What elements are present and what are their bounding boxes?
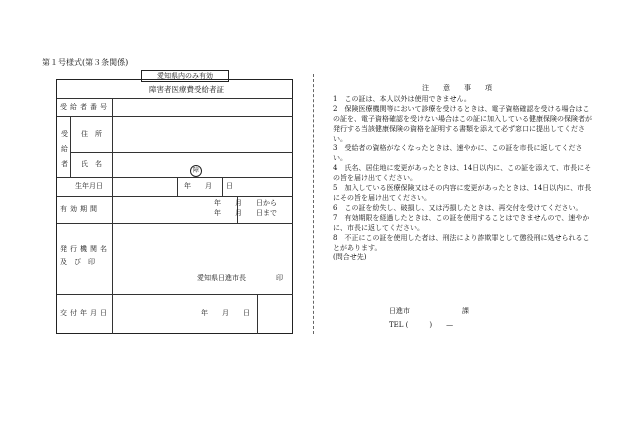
issuer-value: 愛知県日進市長	[197, 274, 246, 282]
inquiry-city: 日進市	[389, 307, 410, 315]
notes-section	[333, 84, 595, 263]
birthdate-label: 生年月日	[75, 182, 103, 190]
note-item: 1 この証は、本人以外は使用できません。	[333, 94, 471, 103]
validity-label: 有効期間	[60, 205, 100, 213]
issuer-label-2: 及 び 印	[60, 258, 95, 266]
fold-line	[313, 74, 314, 334]
name-label: 氏 名	[81, 160, 102, 168]
recipient-group-label: 受給者	[61, 130, 68, 168]
notes-heading: 注意事項	[422, 84, 506, 92]
valid-in-aichi-badge: 愛知県内のみ有効	[141, 70, 229, 82]
note-item: 7 有効期限を経過したときは、この証を使用することはできませんので、速やかに、市長に返してください。	[333, 213, 590, 232]
issuer-label-1: 発行機関名	[60, 245, 110, 253]
certificate-title: 障害者医療費受給者証	[149, 85, 224, 94]
note-item: 6 この証を紛失し、破損し、又は汚損したときは、再交付を受けてください。	[333, 203, 583, 212]
note-item: 4 氏名、居住地に変更があったときは、14日以内に、この証を添えて、市長にその旨を届け出てください。	[333, 164, 592, 183]
recipient-number-label: 受給者番号	[60, 103, 110, 111]
note-item: 2 保険医療機関等において診療を受けるときは、電子資格確認を受ける場合はこの証を、電子資格確認を受けない場合はこの証に加入している健康保険の保険者が発行する当該健康保険の資格を証明する書類を添えて必ず窓口に提出してください。	[333, 104, 592, 143]
issue-date-label: 交付年月日	[60, 309, 110, 317]
issue-date-value: 年 月 日	[201, 309, 250, 317]
address-label: 住 所	[81, 130, 102, 138]
validity-from: 年 月 日から	[214, 199, 277, 207]
note-item: 5 加入している医療保険又はその内容に変更があったときは、14日以内に、市長にその旨を届け出てください。	[333, 184, 592, 202]
issuer-stamp: 印	[276, 274, 283, 282]
note-item: 8 不正にこの証を使用した者は、刑法により詐欺罪として懲役刑に処せられることがあります。	[333, 233, 590, 252]
inquiry-tel: TEL ( ) —	[389, 321, 454, 329]
disability-seal-icon: 障	[190, 165, 202, 177]
birthdate-value: 年 月 日	[184, 182, 233, 190]
note-item: 3 受給者の資格がなくなったときは、速やかに、この証を市長に返してください。	[333, 144, 583, 163]
form-number: 第１号様式(第３条関係)	[42, 58, 129, 67]
inquiry-section: 課	[462, 307, 469, 315]
certificate-table	[56, 79, 293, 334]
validity-to: 年 月 日まで	[214, 209, 277, 217]
inquiry-label: (問合せ先)	[333, 253, 367, 262]
